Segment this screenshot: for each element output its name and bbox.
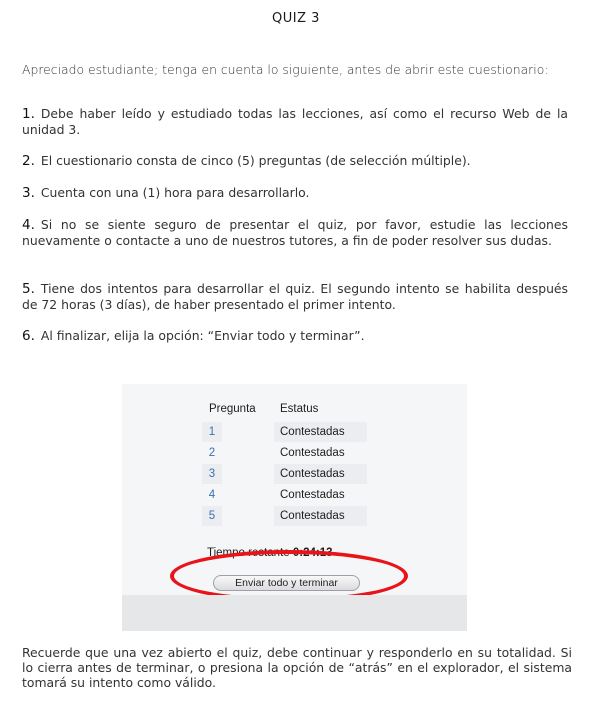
item-text: Si no se siente seguro de presentar el quiz, por favor, estudie las lecciones nuevamente o contacte a uno de nuestros tutores, a fin de poder resolver sus dudas. (22, 217, 568, 248)
footer-note: Recuerde que una vez abierto el quiz, debe continuar y responderlo en su totalidad. Si lo cierra antes de terminar, o presiona la opción de “atrás” en el explorador, el sistema tomará su intento como válido. (22, 645, 572, 690)
item-number: 6. (22, 328, 35, 344)
question-number-link[interactable]: 2 (202, 443, 222, 463)
instruction-item (22, 328, 568, 344)
time-remaining-label: Tiempo restante (207, 547, 290, 559)
item-number: 3. (22, 185, 35, 201)
instruction-item (22, 153, 568, 169)
question-status: Contestadas (274, 464, 367, 484)
time-remaining-value: 0:24:13 (292, 547, 333, 559)
table-row (202, 485, 367, 505)
item-number: 2. (22, 153, 35, 169)
intro-text: Apreciado estudiante; tenga en cuenta lo siguiente, antes de abrir este cuestionario: (22, 62, 549, 77)
question-status: Contestadas (274, 506, 367, 526)
instruction-item (22, 217, 568, 248)
item-text: Debe haber leído y estudiado todas las lecciones, así como el recurso Web de la unidad 3. (22, 106, 568, 137)
question-number-link[interactable]: 5 (202, 506, 222, 526)
table-row (202, 422, 367, 442)
time-remaining (207, 547, 333, 559)
table-row (202, 443, 367, 463)
question-number-link[interactable]: 4 (202, 485, 222, 505)
instruction-item (22, 185, 568, 201)
column-header-estatus: Estatus (280, 403, 319, 415)
item-text: El cuestionario consta de cinco (5) preguntas (de selección múltiple). (40, 153, 471, 168)
item-number: 1. (22, 106, 35, 122)
panel-footer-bar (122, 595, 467, 631)
submit-all-button[interactable]: Enviar todo y terminar (213, 575, 360, 591)
question-number-link[interactable]: 1 (202, 422, 222, 442)
question-status: Contestadas (274, 443, 367, 463)
table-row (202, 506, 367, 526)
question-status: Contestadas (274, 422, 367, 442)
item-number: 5. (22, 281, 35, 297)
page-title: QUIZ 3 (272, 11, 320, 26)
quiz-summary-screenshot (122, 384, 467, 631)
question-number-link[interactable]: 3 (202, 464, 222, 484)
table-row (202, 464, 367, 484)
question-status: Contestadas (274, 485, 367, 505)
instruction-item (22, 281, 568, 312)
instruction-item (22, 106, 568, 137)
column-header-pregunta: Pregunta (209, 403, 256, 415)
item-text: Cuenta con una (1) hora para desarrollarlo. (40, 185, 310, 200)
item-text: Al finalizar, elija la opción: “Enviar todo y terminar”. (40, 328, 365, 343)
item-text: Tiene dos intentos para desarrollar el quiz. El segundo intento se habilita después de 72 horas (3 días), de haber presentado el primer intento. (22, 281, 568, 312)
item-number: 4. (22, 217, 35, 233)
